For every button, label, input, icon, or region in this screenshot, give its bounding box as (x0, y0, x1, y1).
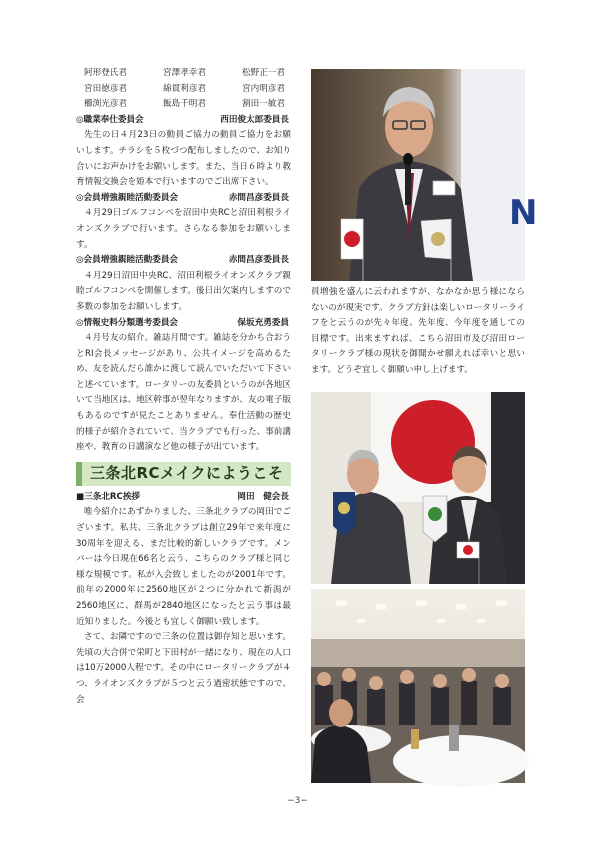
committee-name: ◎職業奉仕委員会 (76, 114, 144, 125)
section-body: ４月29日沼田中央RC、沼田利根ライオンズクラブ親睦ゴルフコンペを開催します。後日出欠案内しますので多数の参加をお願いします。 (76, 270, 291, 312)
chair-name: 赤間昌彦委員長 (228, 255, 289, 266)
member-name: 宮内明彦君 (242, 83, 285, 94)
member-name: 飯島千明君 (163, 99, 206, 110)
greeting-speaker: 岡田 健会長 (237, 491, 289, 502)
member-name: 宮澤孝幸君 (163, 68, 206, 78)
member-name: 割田一敏君 (242, 99, 285, 110)
chair-name: 保坂充勇委員 (237, 317, 289, 328)
banquet-hall-image (311, 589, 525, 783)
section-body: 先生の日４月23日の動員ご協力の動員ご協力をお願いします。チラシを５枚づつ配布しましたので、お知り合いにお声かけをお願いします。また、当日６時より教育情報交換会を姫本で行いますのでご出席下さい。 (76, 130, 291, 188)
member-name: 松野正一君 (242, 68, 285, 78)
section-body: ４月号友の紹介。雑誌月間です。雑誌を分かち合おうとRI会長メッセージがあり、公共イメージを高めるため、友を読んだら誰かに渡して読んでいただいて下さいと述べています。ロータリーの友委員というのが各地区いて当地区は、地区幹事が翌年なりますが、友の電子版もあるのですが見たことありません。奉仕活動の歴史的様子が紹介されていて、当クラブでも行った、事前講座や、教育の日講演など他の様子が出ています。 (76, 333, 291, 453)
section-heading (76, 253, 291, 269)
committee-name: ◎情報史料分類選考委員会 (76, 317, 179, 328)
names-row (76, 97, 291, 113)
banner-exchange-image (311, 392, 525, 584)
committee-name: ◎会員増強親睦活動委員会 (76, 255, 179, 266)
greeting-paragraph: 唯今紹介にあずかりました、三条北クラブの岡田でございます。私共、三条北クラブは創立29年で来年度に30周年を迎える、まだ比較的新しいクラブです。メンバーは今日現在66名と云う、こちらのクラブ様と同じ様な規模です。私が入会致しましたのが2001年です。前年の2000年に2560地区が２つに分かれて新潟が2560地区に、群馬が2840地区になったと云う事は最近知りました。今後とも宜しく御願い致します。 (76, 507, 291, 627)
committee-name: ◎会員増強親睦活動委員会 (76, 192, 179, 203)
photo-banner-exchange (311, 392, 525, 584)
welcome-banner: 三条北RCメイクにようこそ (76, 462, 291, 486)
chair-name: 西田俊太郎委員長 (220, 114, 289, 125)
member-name: 櫛渕光彦君 (84, 99, 127, 110)
section-heading (76, 191, 291, 207)
left-column (76, 66, 291, 708)
member-name: 宮田徳彦君 (84, 83, 127, 94)
sign-letter: N (509, 193, 538, 233)
names-row (76, 82, 291, 98)
greeting-title: ■三条北RC挨拶 (76, 491, 141, 502)
greeting-paragraph: さて、お隣ですので三条の位置は御存知と思います。先頃の大合併で栄町と下田村が一緒になり、現在の人口は10万2000人程です。その中にロータリークラブが４つ、ライオンズクラブが５つと云う過密状態ですので、会 (76, 632, 291, 705)
greeting-continuation: 員増強を盛んに云われますが、なかなか思う様にならないのが現実です。クラブ方針は楽しいロータリーライフをと云うのが先々年度、先年度、今年度を通しての目標です。出来ますれば、こちら沼田市及び沼田ロータリークラブ様の現状を御聞かせ願えれば幸いと思います。どうぞ宜しく御願い申し上げます。 (311, 287, 525, 375)
chair-name: 赤間昌彦委員長 (228, 192, 289, 203)
section-body: ４月29日ゴルフコンペを沼田中央RCと沼田利根ライオンズクラブで行います。さらなる参加をお願いします。 (76, 208, 291, 250)
member-name: 綿貫利彦君 (163, 83, 206, 94)
photo-banquet-hall (311, 589, 525, 783)
section-heading (76, 316, 291, 332)
names-row (76, 66, 291, 82)
member-name: 阿形登氏君 (84, 68, 127, 78)
greeting-heading (76, 490, 291, 506)
section-heading (76, 113, 291, 129)
speaker-photo-image (311, 69, 538, 281)
photo-speaker (311, 69, 538, 281)
page-number: −3− (287, 796, 308, 806)
